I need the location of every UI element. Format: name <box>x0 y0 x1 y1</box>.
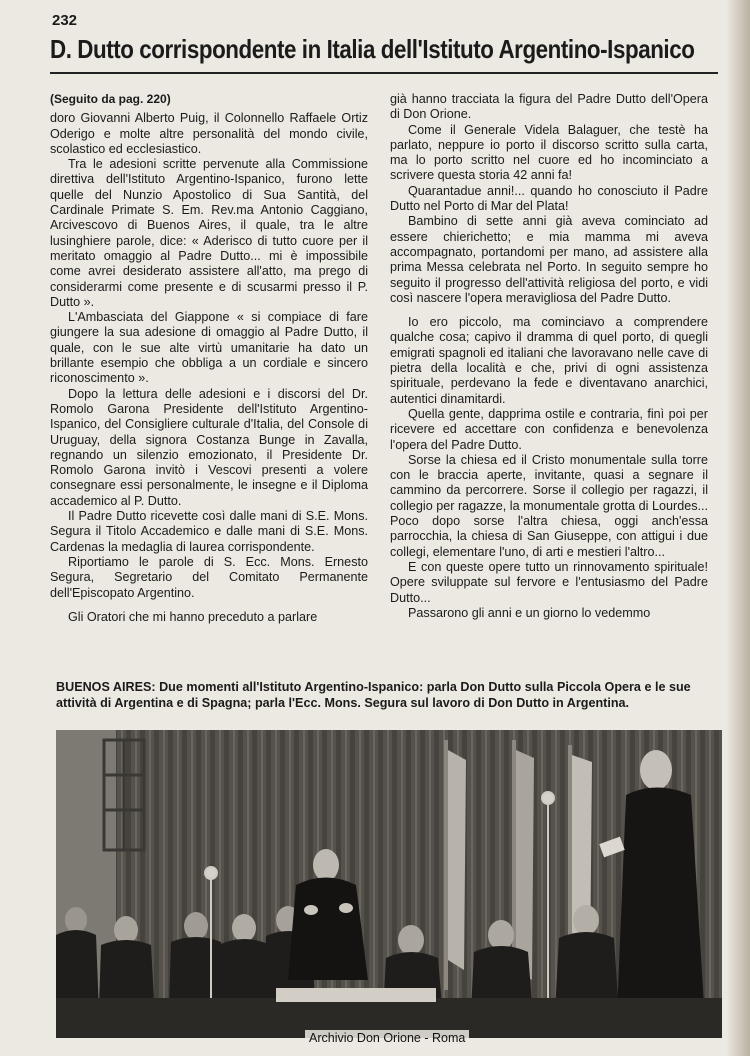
photo-caption: BUENOS AIRES: Due momenti all'Istituto Argentino-Ispanico: parla Don Dutto sulla Piccola Opera e le sue attività di Argentina e di Spagna; parla l'Ecc. Mons. Segura sul lavoro di Don Dutto in Argentina. <box>56 680 691 710</box>
title-divider <box>50 72 718 74</box>
archive-watermark: Archivio Don Orione - Roma <box>305 1030 469 1046</box>
paragraph: Quella gente, dapprima ostile e contraria, finì poi per ricevere ed accettare con confidenza e benevolenza l'opera del Padre Dutto. <box>390 406 708 452</box>
paragraph: Gli Oratori che mi hanno preceduto a parlare <box>68 609 318 624</box>
page-title: D. Dutto corrispondente in Italia dell'Istituto Argentino-Ispanico <box>50 34 695 64</box>
paragraph: E con queste opere tutto un rinnovamento spirituale! Opere sviluppate sul fervore e l'entusiasmo del Padre Dutto... <box>390 559 708 605</box>
paragraph: Come il Generale Videla Balaguer, che testè ha parlato, neppure io porto il discorso scritto sulla carta, ma lo porto scritto nel cuore ed ho incominciato a scrivere questa storia 42 anni fa! <box>390 122 708 183</box>
event-photograph <box>56 730 722 1038</box>
paragraph: Tra le adesioni scritte pervenute alla Commissione direttiva dell'Istituto Argentino-Ispanico, furono lette quelle del Nunzio Apostolico di Sua Santità, del Cardinale Primate S. Em. Rev.ma Antonio Caggiano, Arcivescovo di Buenos Aires, il quale, tra le altre lusinghiere parole, dice: « Aderisco di tutto cuore per il meritato omaggio al Padre Dutto... mi è impossibile come avrei desiderato assistere all'atto, ma prego di considerarmi come presente e di scusarmi presso il P. Dutto ». <box>50 157 368 309</box>
paragraph: L'Ambasciata del Giappone « si compiace di fare giungere la sua adesione di omaggio al Padre Dutto, il quale, con le sue alte virtù umanitarie ha dato un brillante esempio che obbliga a un cordiale e sincero riconoscimento ». <box>50 310 368 386</box>
right-column <box>390 92 708 621</box>
continued-from-note: (Seguito da pag. 220) <box>50 92 171 106</box>
paragraph: già hanno tracciata la figura del Padre Dutto dell'Opera di Don Orione. <box>390 92 708 122</box>
paragraph: doro Giovanni Alberto Puig, il Colonnello Raffaele Ortiz Oderigo e molte altre personalità del mondo civile, scolastico ed ecclesiastico. <box>50 111 368 156</box>
page-edge-shadow <box>726 0 750 1056</box>
photo-illustration <box>56 730 722 1038</box>
left-column <box>50 92 368 625</box>
paragraph: Sorse la chiesa ed il Cristo monumentale sulla torre con le braccia aperte, invitante, quasi a segnare il cammino da percorrere. Sorse il collegio per ragazzi, il collegio per ragazze, la monumentale grotta di Lourdes... Poco dopo sorse l'altra chiesa, oggi anch'essa parrocchia, la chiesa di San Giuseppe, con attigui i due collegi, elementare l'uno, di arti e mestieri l'altro... <box>390 452 708 559</box>
paragraph: Io ero piccolo, ma cominciavo a comprendere qualche cosa; capivo il dramma di quel porto, di quegli emigrati spagnoli ed italiani che lavoravano nelle cave di pietra della località e che, privi di ogni assistenza spirituale, perdevano la fede e diventavano anarchici, autentici dinamitardi. <box>390 315 708 406</box>
paragraph: Bambino di sette anni già aveva cominciato ad essere chierichetto; e mia mamma mi aveva accompagnato, portandomi per mano, ad assistere alla prima Messa celebrata nel Porto. In seguito sempre ho seguito il progresso dell'attività religiosa del porto, e vidi così nascere l'opera meravigliosa del Padre Dutto. <box>390 214 708 305</box>
paragraph: Riportiamo le parole di S. Ecc. Mons. Ernesto Segura, Segretario del Comitato Permanente dell'Episcopato Argentino. <box>50 554 368 600</box>
paragraph: Il Padre Dutto ricevette così dalle mani di S.E. Mons. Segura il Titolo Accademico e dalle mani di S.E. Mons. Cardenas la medaglia di laurea corrispondente. <box>50 509 368 554</box>
table-papers <box>276 988 436 1002</box>
page-number: 232 <box>52 12 78 29</box>
paragraph: Quarantadue anni!... quando ho conosciuto il Padre Dutto nel Porto di Mar del Plata! <box>390 183 708 214</box>
paragraph: Dopo la lettura delle adesioni e i discorsi del Dr. Romolo Garona Presidente dell'Istituto Argentino-Ispanico, del Consigliere culturale d'Italia, del Console di Uruguay, della signora Costanza Bunge in Zavalla, regnando un silenzio emozionato, il Presidente Dr. Romolo Garona invitò i Vescovi presenti a volere consegnare essi personalmente, le insegne e il Diploma accademico al P. Dutto. <box>50 386 368 508</box>
paragraph: Passarono gli anni e un giorno lo vedemmo <box>408 605 651 620</box>
